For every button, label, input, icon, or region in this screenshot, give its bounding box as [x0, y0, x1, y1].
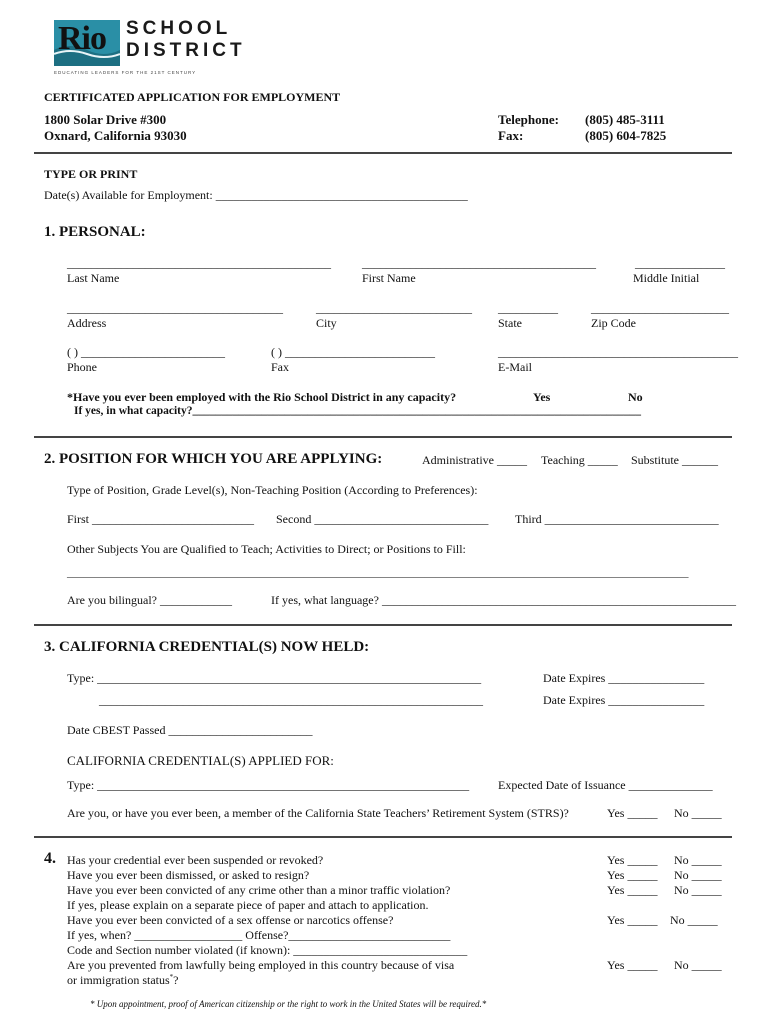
q3-yes-option[interactable]: Yes _____ [607, 883, 658, 897]
q-visa: Are you prevented from lawfully being employed in this country because of visa [67, 958, 455, 972]
q-convicted-explain: If yes, please explain on a separate piece of paper and attach to application. [67, 898, 429, 912]
first-name-field[interactable]: _______________________________________ [362, 256, 596, 270]
district-name [126, 18, 246, 62]
rio-logo-word: Rio [58, 20, 106, 57]
section-personal-title: 1. PERSONAL: [44, 224, 146, 240]
credential-type1-field[interactable]: Type: ________________________________________________________________ [67, 671, 482, 685]
district-line2: DISTRICT [126, 40, 246, 61]
second-preference-field[interactable]: Second _____________________________ [276, 512, 489, 526]
city-field[interactable]: __________________________ [316, 301, 472, 315]
middle-initial-field[interactable]: _______________ [635, 256, 725, 270]
employed-yes-option[interactable]: Yes [533, 390, 551, 404]
section-credential-title: 3. CALIFORNIA CREDENTIAL(S) NOW HELD: [44, 639, 370, 655]
strs-no-option[interactable]: No _____ [674, 806, 722, 820]
credential-expires1-field[interactable]: Date Expires ________________ [543, 671, 705, 685]
q2-yes-option[interactable]: Yes _____ [607, 868, 658, 882]
language-field[interactable]: If yes, what language? ___________________________________________________________ [271, 593, 736, 607]
last-name-field[interactable]: ____________________________________________ [67, 256, 331, 270]
strs-question: Are you, or have you ever been, a member of the California State Teachers’ Retirement System (STRS)? [67, 806, 569, 820]
strs-yes-option[interactable]: Yes _____ [607, 806, 658, 820]
q4-yes-option[interactable]: Yes _____ [607, 913, 658, 927]
footer-note: * Upon appointment, proof of American citizenship or the right to work in the United States will be required.* [90, 999, 487, 1009]
substitute-option[interactable]: Substitute ______ [631, 453, 719, 467]
address-line2: Oxnard, California 93030 [44, 128, 187, 143]
q3-no-option[interactable]: No _____ [674, 883, 722, 897]
applied-for-title: CALIFORNIA CREDENTIAL(S) APPLIED FOR: [67, 753, 334, 768]
employed-no-option[interactable]: No [628, 390, 643, 404]
q-visa-qmark: ? [173, 973, 179, 987]
address-label: Address [67, 316, 107, 330]
q5-no-option[interactable]: No _____ [674, 958, 722, 972]
employed-question: *Have you ever been employed with the Rio School District in any capacity? [67, 390, 457, 404]
address-field[interactable]: ____________________________________ [67, 301, 283, 315]
section3-divider [34, 836, 732, 838]
cbest-field[interactable]: Date CBEST Passed ________________________ [67, 723, 313, 737]
position-type-label: Type of Position, Grade Level(s), Non-Teaching Position (According to Preferences): [67, 483, 478, 497]
state-field[interactable]: __________ [498, 301, 558, 315]
first-name-label: First Name [362, 271, 416, 285]
section1-divider [34, 436, 732, 438]
zip-field[interactable]: _______________________ [591, 301, 729, 315]
section4-number: 4. [44, 850, 56, 867]
capacity-field[interactable]: If yes, in what capacity?______________________________________________________________________________ [74, 405, 642, 417]
fax-value: (805) 604-7825 [585, 128, 667, 143]
third-preference-field[interactable]: Third _____________________________ [515, 512, 719, 526]
q4-no-option[interactable]: No _____ [670, 913, 718, 927]
q-code-section-field[interactable]: Code and Section number violated (if known): _____________________________ [67, 943, 468, 957]
email-field[interactable]: ________________________________________ [498, 345, 738, 359]
dates-available-field[interactable]: Date(s) Available for Employment: __________________________________________ [44, 188, 468, 202]
telephone-label: Telephone: [498, 112, 559, 127]
state-label: State [498, 316, 522, 330]
q-visa-cont [67, 973, 178, 988]
district-line1: SCHOOL [126, 18, 232, 39]
applied-type-field[interactable]: Type: ______________________________________________________________ [67, 778, 470, 792]
q1-yes-option[interactable]: Yes _____ [607, 853, 658, 867]
other-subjects-label: Other Subjects You are Qualified to Teach; Activities to Direct; or Positions to Fill: [67, 542, 466, 556]
credential-type2-field[interactable]: ________________________________________________________________ [99, 693, 483, 707]
phone-field[interactable]: ( ) ________________________ [67, 345, 225, 359]
header-divider [34, 152, 732, 154]
teaching-option[interactable]: Teaching _____ [541, 453, 618, 467]
q2-no-option[interactable]: No _____ [674, 868, 722, 882]
q-when-offense-field[interactable]: If yes, when? __________________ Offense?___________________________ [67, 928, 451, 942]
type-or-print: TYPE OR PRINT [44, 167, 138, 181]
email-label: E-Mail [498, 360, 532, 374]
q-convicted: Have you ever been convicted of any crime other than a minor traffic violation? [67, 883, 451, 897]
issuance-date-field[interactable]: Expected Date of Issuance ______________ [498, 778, 713, 792]
form-title: CERTIFICATED APPLICATION FOR EMPLOYMENT [44, 90, 341, 104]
fax-label: Fax: [498, 128, 524, 143]
middle-initial-label: Middle Initial [633, 271, 700, 285]
credential-expires2-field[interactable]: Date Expires ________________ [543, 693, 705, 707]
q-visa-star: * [169, 973, 174, 981]
q-visa-text: or immigration status [67, 973, 170, 987]
address-line1: 1800 Solar Drive #300 [44, 112, 167, 127]
zip-label: Zip Code [591, 316, 636, 330]
q-suspended: Has your credential ever been suspended or revoked? [67, 853, 324, 867]
q1-no-option[interactable]: No _____ [674, 853, 722, 867]
section2-divider [34, 624, 732, 626]
fax-field[interactable]: ( ) _________________________ [271, 345, 435, 359]
other-subjects-field[interactable]: _________________________________________________________________________________________________________________ [67, 567, 689, 579]
city-label: City [316, 316, 337, 330]
bilingual-field[interactable]: Are you bilingual? ____________ [67, 593, 232, 607]
rio-logo-mark [54, 20, 120, 66]
telephone-value: (805) 485-3111 [585, 112, 665, 127]
q-dismissed: Have you ever been dismissed, or asked to resign? [67, 868, 310, 882]
q5-yes-option[interactable]: Yes _____ [607, 958, 658, 972]
administrative-option[interactable]: Administrative _____ [422, 453, 527, 467]
phone-label: Phone [67, 360, 97, 374]
logo-tagline: EDUCATING LEADERS FOR THE 21ST CENTURY [54, 70, 197, 75]
section-position-title: 2. POSITION FOR WHICH YOU ARE APPLYING: [44, 451, 383, 467]
q-sex-offense: Have you ever been convicted of a sex offense or narcotics offense? [67, 913, 394, 927]
first-preference-field[interactable]: First ___________________________ [67, 512, 255, 526]
last-name-label: Last Name [67, 271, 120, 285]
fax-label-personal: Fax [271, 360, 289, 374]
